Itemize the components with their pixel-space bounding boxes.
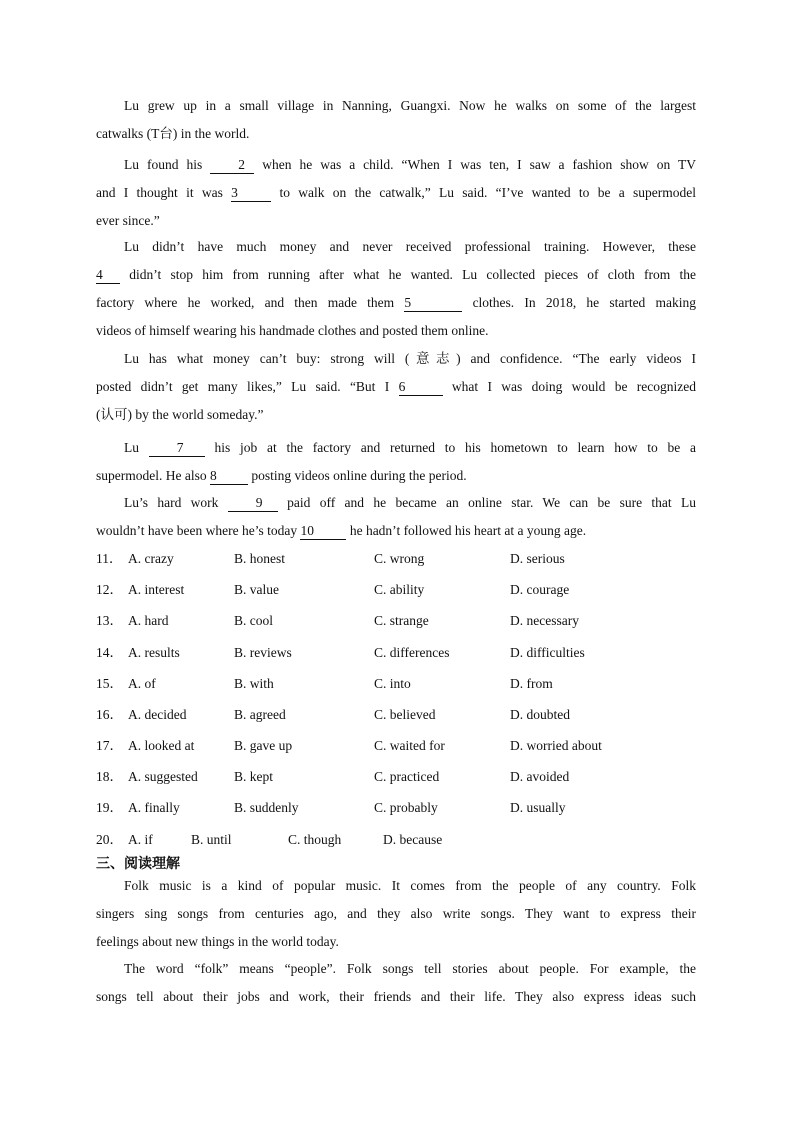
question-row-16 (96, 704, 696, 726)
option-d: D. serious (510, 551, 565, 566)
text-line (96, 261, 696, 289)
passage-paragraph-3 (96, 233, 696, 345)
option-a: A. if (128, 832, 153, 847)
question-row-19 (96, 797, 696, 819)
question-number: 16． (96, 707, 123, 722)
answer-blank-2: 2 (210, 157, 254, 174)
option-c: C. probably (374, 800, 438, 815)
option-d: D. from (510, 676, 553, 691)
option-a: A. results (128, 645, 180, 660)
option-c: C. ability (374, 582, 425, 597)
question-number: 11． (96, 551, 123, 566)
option-d: D. necessary (510, 613, 579, 628)
text-line (96, 462, 696, 490)
text-line: videos of himself wearing his handmade clothes and posted them online. (96, 323, 489, 338)
option-b: B. cool (234, 613, 273, 628)
option-c: C. believed (374, 707, 436, 722)
option-c: C. though (288, 832, 342, 847)
text-line (96, 434, 696, 462)
reading-paragraph-2 (96, 955, 696, 1011)
answer-blank-5: 5 (404, 295, 462, 312)
text-line: songs tell about their jobs and work, their friends and their life. They also express ideas such (96, 989, 696, 1004)
question-number: 20． (96, 832, 123, 847)
option-c: C. into (374, 676, 411, 691)
option-d: D. worried about (510, 738, 602, 753)
text-line: catwalks (T台) in the world. (96, 126, 250, 141)
option-c: C. wrong (374, 551, 425, 566)
answer-blank-9: 9 (228, 495, 278, 512)
text-segment: supermodel. He also (96, 468, 207, 483)
question-number: 13． (96, 613, 123, 628)
question-number: 18． (96, 769, 123, 784)
question-row-12 (96, 579, 696, 601)
option-d: D. usually (510, 800, 566, 815)
passage-paragraph-2 (96, 151, 696, 235)
text-segment: when he was a child. “When I was ten, I saw a fashion show on TV (262, 157, 697, 172)
text-line: (认可) by the world someday.” (96, 407, 264, 422)
option-a: A. crazy (128, 551, 174, 566)
text-line (96, 179, 696, 207)
passage-paragraph-1 (96, 92, 696, 148)
question-number: 19． (96, 800, 123, 815)
option-d: D. difficulties (510, 645, 585, 660)
text-segment: posting videos online during the period. (251, 468, 467, 483)
question-row-14 (96, 642, 696, 664)
option-b: B. honest (234, 551, 286, 566)
answer-blank-7: 7 (149, 440, 205, 457)
text-line (96, 489, 696, 517)
answer-blank-6: 6 (399, 379, 443, 396)
text-segment: factory where he worked, and then made them (96, 295, 395, 310)
option-b: B. reviews (234, 645, 292, 660)
text-line: Lu grew up in a small village in Nanning, Guangxi. Now he walks on some of the largest (124, 98, 696, 113)
option-c: C. practiced (374, 769, 440, 784)
answer-blank-8: 8 (210, 468, 248, 485)
text-line (96, 373, 696, 401)
question-number: 12． (96, 582, 123, 597)
option-b: B. kept (234, 769, 273, 784)
option-b: B. with (234, 676, 274, 691)
text-line: feelings about new things in the world today. (96, 934, 339, 949)
text-segment: didn’t stop him from running after what he wanted. Lu collected pieces of cloth from the (129, 267, 696, 282)
option-d: D. because (383, 832, 443, 847)
option-d: D. courage (510, 582, 570, 597)
option-b: B. gave up (234, 738, 293, 753)
text-line (96, 517, 696, 545)
text-segment: and I thought it was (96, 185, 223, 200)
text-line: Folk music is a kind of popular music. It comes from the people of any country. Folk (124, 878, 696, 893)
text-segment: to walk on the catwalk,” Lu said. “I’ve wanted to be a supermodel (279, 185, 697, 200)
text-line (96, 289, 696, 317)
question-number: 15． (96, 676, 123, 691)
section-heading: 三、阅读理解 (96, 856, 180, 872)
text-line: singers sing songs from centuries ago, and they also write songs. They want to express their (96, 906, 696, 921)
option-b: B. value (234, 582, 279, 597)
option-a: A. of (128, 676, 156, 691)
passage-paragraph-4 (96, 345, 696, 429)
question-row-13 (96, 610, 696, 632)
option-c: C. waited for (374, 738, 445, 753)
option-a: A. interest (128, 582, 185, 597)
option-c: C. strange (374, 613, 429, 628)
option-a: A. looked at (128, 738, 195, 753)
text-line: The word “folk” means “people”. Folk songs tell stories about people. For example, the (124, 961, 696, 976)
option-d: D. avoided (510, 769, 570, 784)
text-segment: Lu (124, 440, 139, 455)
reading-paragraph-1 (96, 872, 696, 956)
text-segment: clothes. In 2018, he started making (472, 295, 696, 310)
answer-blank-4: 4 (96, 267, 120, 284)
text-segment: Lu’s hard work (124, 495, 219, 510)
question-row-20 (96, 829, 696, 851)
question-row-11 (96, 548, 696, 570)
question-row-15 (96, 673, 696, 695)
text-line: Lu didn’t have much money and never received professional training. However, these (124, 239, 696, 254)
text-segment: wouldn’t have been where he’s today (96, 523, 298, 538)
question-number: 17． (96, 738, 123, 753)
question-row-18 (96, 766, 696, 788)
option-b: B. until (191, 832, 232, 847)
text-line: ever since.” (96, 213, 160, 228)
text-segment: he hadn’t followed his heart at a young age. (349, 523, 587, 538)
question-row-17 (96, 735, 696, 757)
question-number: 14． (96, 645, 123, 660)
passage-paragraph-5 (96, 434, 696, 490)
option-b: B. agreed (234, 707, 286, 722)
text-segment: posted didn’t get many likes,” Lu said. “But I (96, 379, 390, 394)
text-segment: Lu found his (124, 157, 203, 172)
option-a: A. decided (128, 707, 187, 722)
text-segment: his job at the factory and returned to his hometown to learn how to be a (214, 440, 697, 455)
option-c: C. differences (374, 645, 450, 660)
option-d: D. doubted (510, 707, 570, 722)
option-a: A. finally (128, 800, 180, 815)
option-b: B. suddenly (234, 800, 299, 815)
passage-paragraph-6 (96, 489, 696, 545)
text-line: Lu has what money can’t buy: strong will (意志) and confidence. “The early videos I (124, 351, 696, 366)
text-segment: paid off and he became an online star. We can be sure that Lu (287, 495, 696, 510)
answer-blank-3: 3 (231, 185, 271, 202)
option-a: A. hard (128, 613, 169, 628)
text-line (96, 151, 696, 179)
option-a: A. suggested (128, 769, 198, 784)
text-segment: what I was doing would be recognized (451, 379, 696, 394)
answer-blank-10: 10 (300, 523, 346, 540)
